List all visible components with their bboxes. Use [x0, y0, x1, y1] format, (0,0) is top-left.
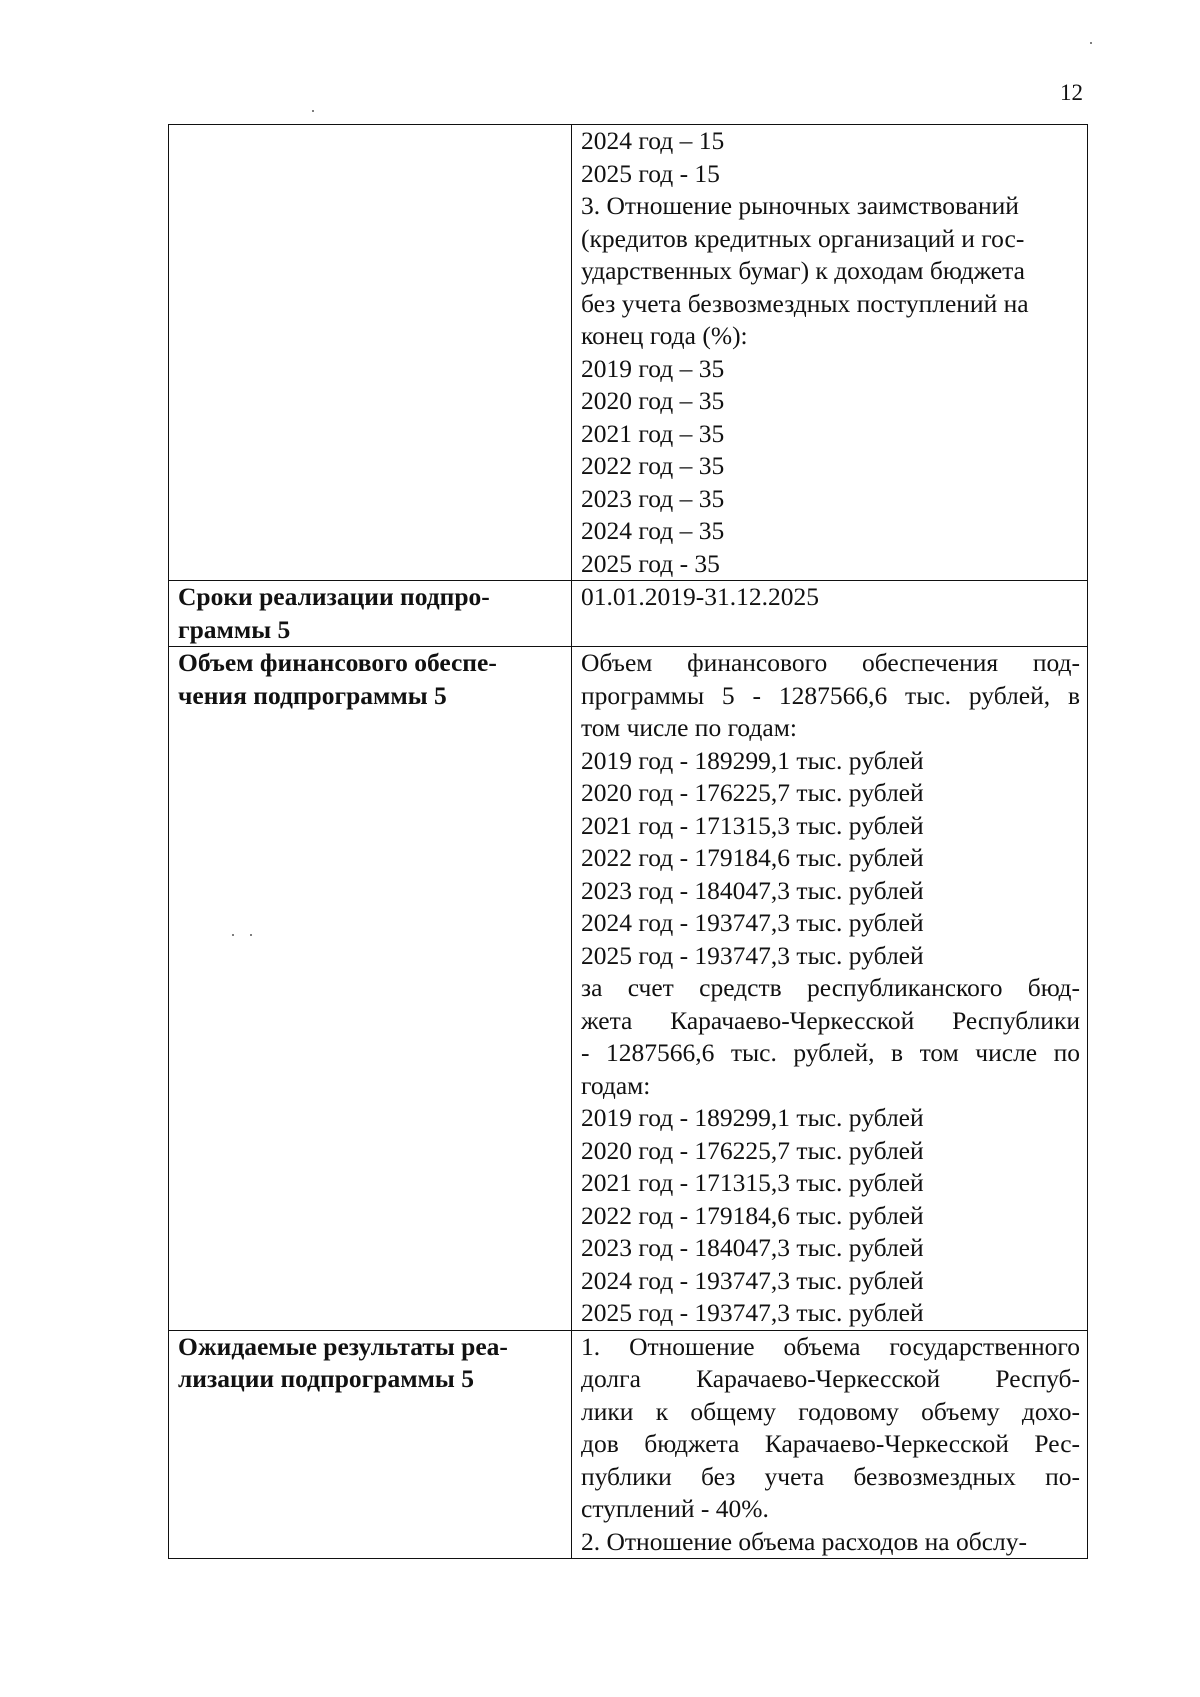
- content-line: 3. Отношение рыночных заимствований: [581, 191, 1019, 220]
- content-line: публики без учета безвозмездных по-: [581, 1461, 1080, 1491]
- row-label: [169, 581, 572, 647]
- content-line: 01.01.2019-31.12.2025: [581, 582, 819, 611]
- content-line: 2025 год - 193747,3 тыс. рублей: [581, 1298, 924, 1327]
- table-row: [169, 647, 1088, 1331]
- page-number: 12: [1060, 80, 1083, 105]
- content-line: 2019 год – 35: [581, 353, 725, 383]
- content-line: жета Карачаево-Черкесской Республики: [581, 1005, 1080, 1035]
- content-line: 2024 год - 193747,3 тыс. рублей: [581, 1265, 924, 1295]
- label-line: Сроки реализации подпро-: [178, 582, 490, 611]
- row-content: [572, 1330, 1088, 1559]
- content-line: долга Карачаево-Черкесской Респуб-: [581, 1364, 1080, 1393]
- content-line: том числе по годам:: [581, 713, 797, 742]
- row-content: [572, 125, 1088, 581]
- content-line: конец года (%):: [581, 321, 748, 350]
- table-row: [169, 1330, 1088, 1559]
- content-line: 2024 год - 193747,3 тыс. рублей: [581, 908, 924, 937]
- content-line: 2019 год - 189299,1 тыс. рублей: [581, 1103, 924, 1132]
- content-line: 2022 год - 179184,6 тыс. рублей: [581, 843, 924, 872]
- label-line: граммы 5: [178, 614, 291, 644]
- content-line: 2022 год - 179184,6 тыс. рублей: [581, 1200, 924, 1230]
- content-line: 2023 год - 184047,3 тыс. рублей: [581, 875, 924, 905]
- row-label: [169, 125, 572, 581]
- content-line: 2025 год - 193747,3 тыс. рублей: [581, 940, 924, 970]
- content-line: (кредитов кредитных организаций и гос-: [581, 223, 1025, 253]
- content-line: 2023 год – 35: [581, 483, 725, 513]
- row-content: [572, 647, 1088, 1331]
- content-line: 2021 год - 171315,3 тыс. рублей: [581, 1168, 924, 1197]
- content-line: 2025 год - 15: [581, 158, 720, 188]
- content-line: лики к общему годовому объему дохо-: [581, 1396, 1080, 1426]
- content-line: 2020 год - 176225,7 тыс. рублей: [581, 778, 924, 807]
- content-line: 2021 год - 171315,3 тыс. рублей: [581, 810, 924, 840]
- content-line: 2023 год - 184047,3 тыс. рублей: [581, 1233, 924, 1262]
- row-content: [572, 581, 1088, 647]
- content-line: ударственных бумаг) к доходам бюджета: [581, 256, 1025, 285]
- row-label: [169, 647, 572, 1331]
- content-line: годам:: [581, 1070, 651, 1100]
- content-line: - 1287566,6 тыс. рублей, в том числе по: [581, 1038, 1080, 1067]
- content-line: ступлений - 40%.: [581, 1494, 769, 1523]
- content-line: 2024 год – 35: [581, 516, 725, 545]
- content-line: программы 5 - 1287566,6 тыс. рублей, в: [581, 680, 1080, 710]
- content-line: 2022 год – 35: [581, 451, 725, 480]
- content-line: 2020 год – 35: [581, 386, 725, 415]
- label-line: лизации подпрограммы 5: [178, 1364, 474, 1393]
- row-label: [169, 1330, 572, 1559]
- content-line: 2020 год - 176225,7 тыс. рублей: [581, 1135, 924, 1165]
- content-line: 2024 год – 15: [581, 126, 725, 155]
- content-line: Объем финансового обеспечения под-: [581, 648, 1080, 677]
- content-line: 2019 год - 189299,1 тыс. рублей: [581, 745, 924, 775]
- content-line: 2021 год – 35: [581, 418, 725, 448]
- table-row: [169, 125, 1088, 581]
- content-line: 2. Отношение объема расходов на обслу-: [581, 1526, 1027, 1556]
- scan-speck: [312, 110, 314, 112]
- subprogram-passport-table: [168, 124, 1088, 1559]
- content-line: 1. Отношение объема государственного: [581, 1331, 1080, 1361]
- label-line: чения подпрограммы 5: [178, 680, 447, 710]
- content-line: дов бюджета Карачаево-Черкесской Рес-: [581, 1429, 1080, 1458]
- label-line: Объем финансового обеспе-: [178, 648, 497, 677]
- table-row: [169, 581, 1088, 647]
- content-line: за счет средств республиканского бюд-: [581, 973, 1080, 1002]
- label-line: Ожидаемые результаты реа-: [178, 1331, 508, 1361]
- content-line: 2025 год - 35: [581, 548, 720, 578]
- content-line: без учета безвозмездных поступлений на: [581, 288, 1029, 318]
- scan-speck: [1090, 42, 1092, 44]
